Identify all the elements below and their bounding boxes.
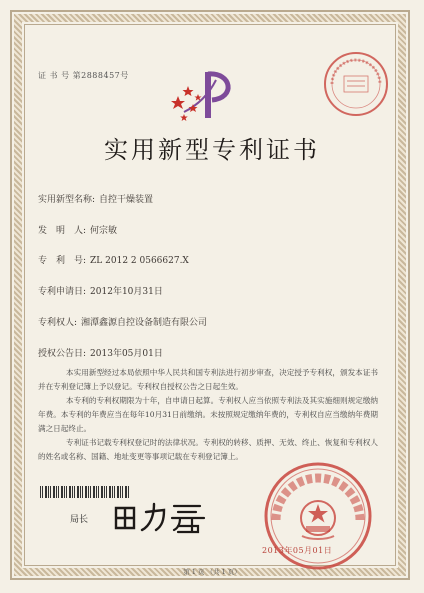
barcode — [40, 486, 130, 498]
field-utility-model-name — [38, 192, 153, 205]
field-value: 2012年10月31日 — [90, 287, 163, 297]
field-value: 何宗敏 — [90, 226, 118, 236]
field-label: 专 利 号: — [38, 256, 87, 266]
body-paragraph: 本专利的专利权期限为十年，自申请日起算。专利权人应当依照专利法及其实施细则规定缴纳年费。本专利的年费应当在每年10月31日前缴纳。未按照规定缴纳年费的，专利权自应当缴纳年费期满之日起终止。 — [38, 396, 378, 433]
field-label: 专利权人: — [38, 318, 78, 328]
field-label: 专利申请日: — [38, 287, 87, 297]
body-paragraph: 专利证书记载专利权登记时的法律状况。专利权的转移、质押、无效、终止、恢复和专利权人的姓名或名称、国籍、地址变更等事项记载在专利登记簿上。 — [38, 438, 378, 461]
seal-date: 2013年05月01日 — [262, 546, 333, 555]
field-value: ZL 2012 2 0566627.X — [90, 256, 189, 266]
small-seal-icon — [322, 50, 390, 118]
field-filing-date — [38, 284, 163, 297]
page-number: 第 1 页 （共 1 页） — [183, 568, 241, 576]
field-inventor — [38, 223, 117, 236]
director-signature-icon — [112, 500, 208, 534]
field-patent-number — [38, 253, 189, 266]
certificate-number: 证 书 号 第2888457号 — [38, 71, 129, 80]
field-label: 发 明 人: — [38, 226, 87, 236]
field-value: 自控干燥装置 — [99, 195, 154, 205]
body-paragraph: 本实用新型经过本局依照中华人民共和国专利法进行初步审查，决定授予专利权，颁发本证书并在专利登记簿上予以登记。专利权自授权公告之日起生效。 — [38, 368, 378, 391]
field-label: 实用新型名称: — [38, 195, 96, 205]
patent-office-logo — [168, 66, 242, 128]
field-label: 授权公告日: — [38, 349, 87, 359]
field-patentee — [38, 315, 207, 328]
field-value: 2013年05月01日 — [90, 349, 163, 359]
field-grant-date — [38, 346, 163, 359]
director-title: 局长 — [70, 515, 89, 525]
certificate-title: 实用新型专利证书 — [104, 136, 320, 164]
field-value: 湘潭鑫源自控设备制造有限公司 — [81, 318, 208, 328]
